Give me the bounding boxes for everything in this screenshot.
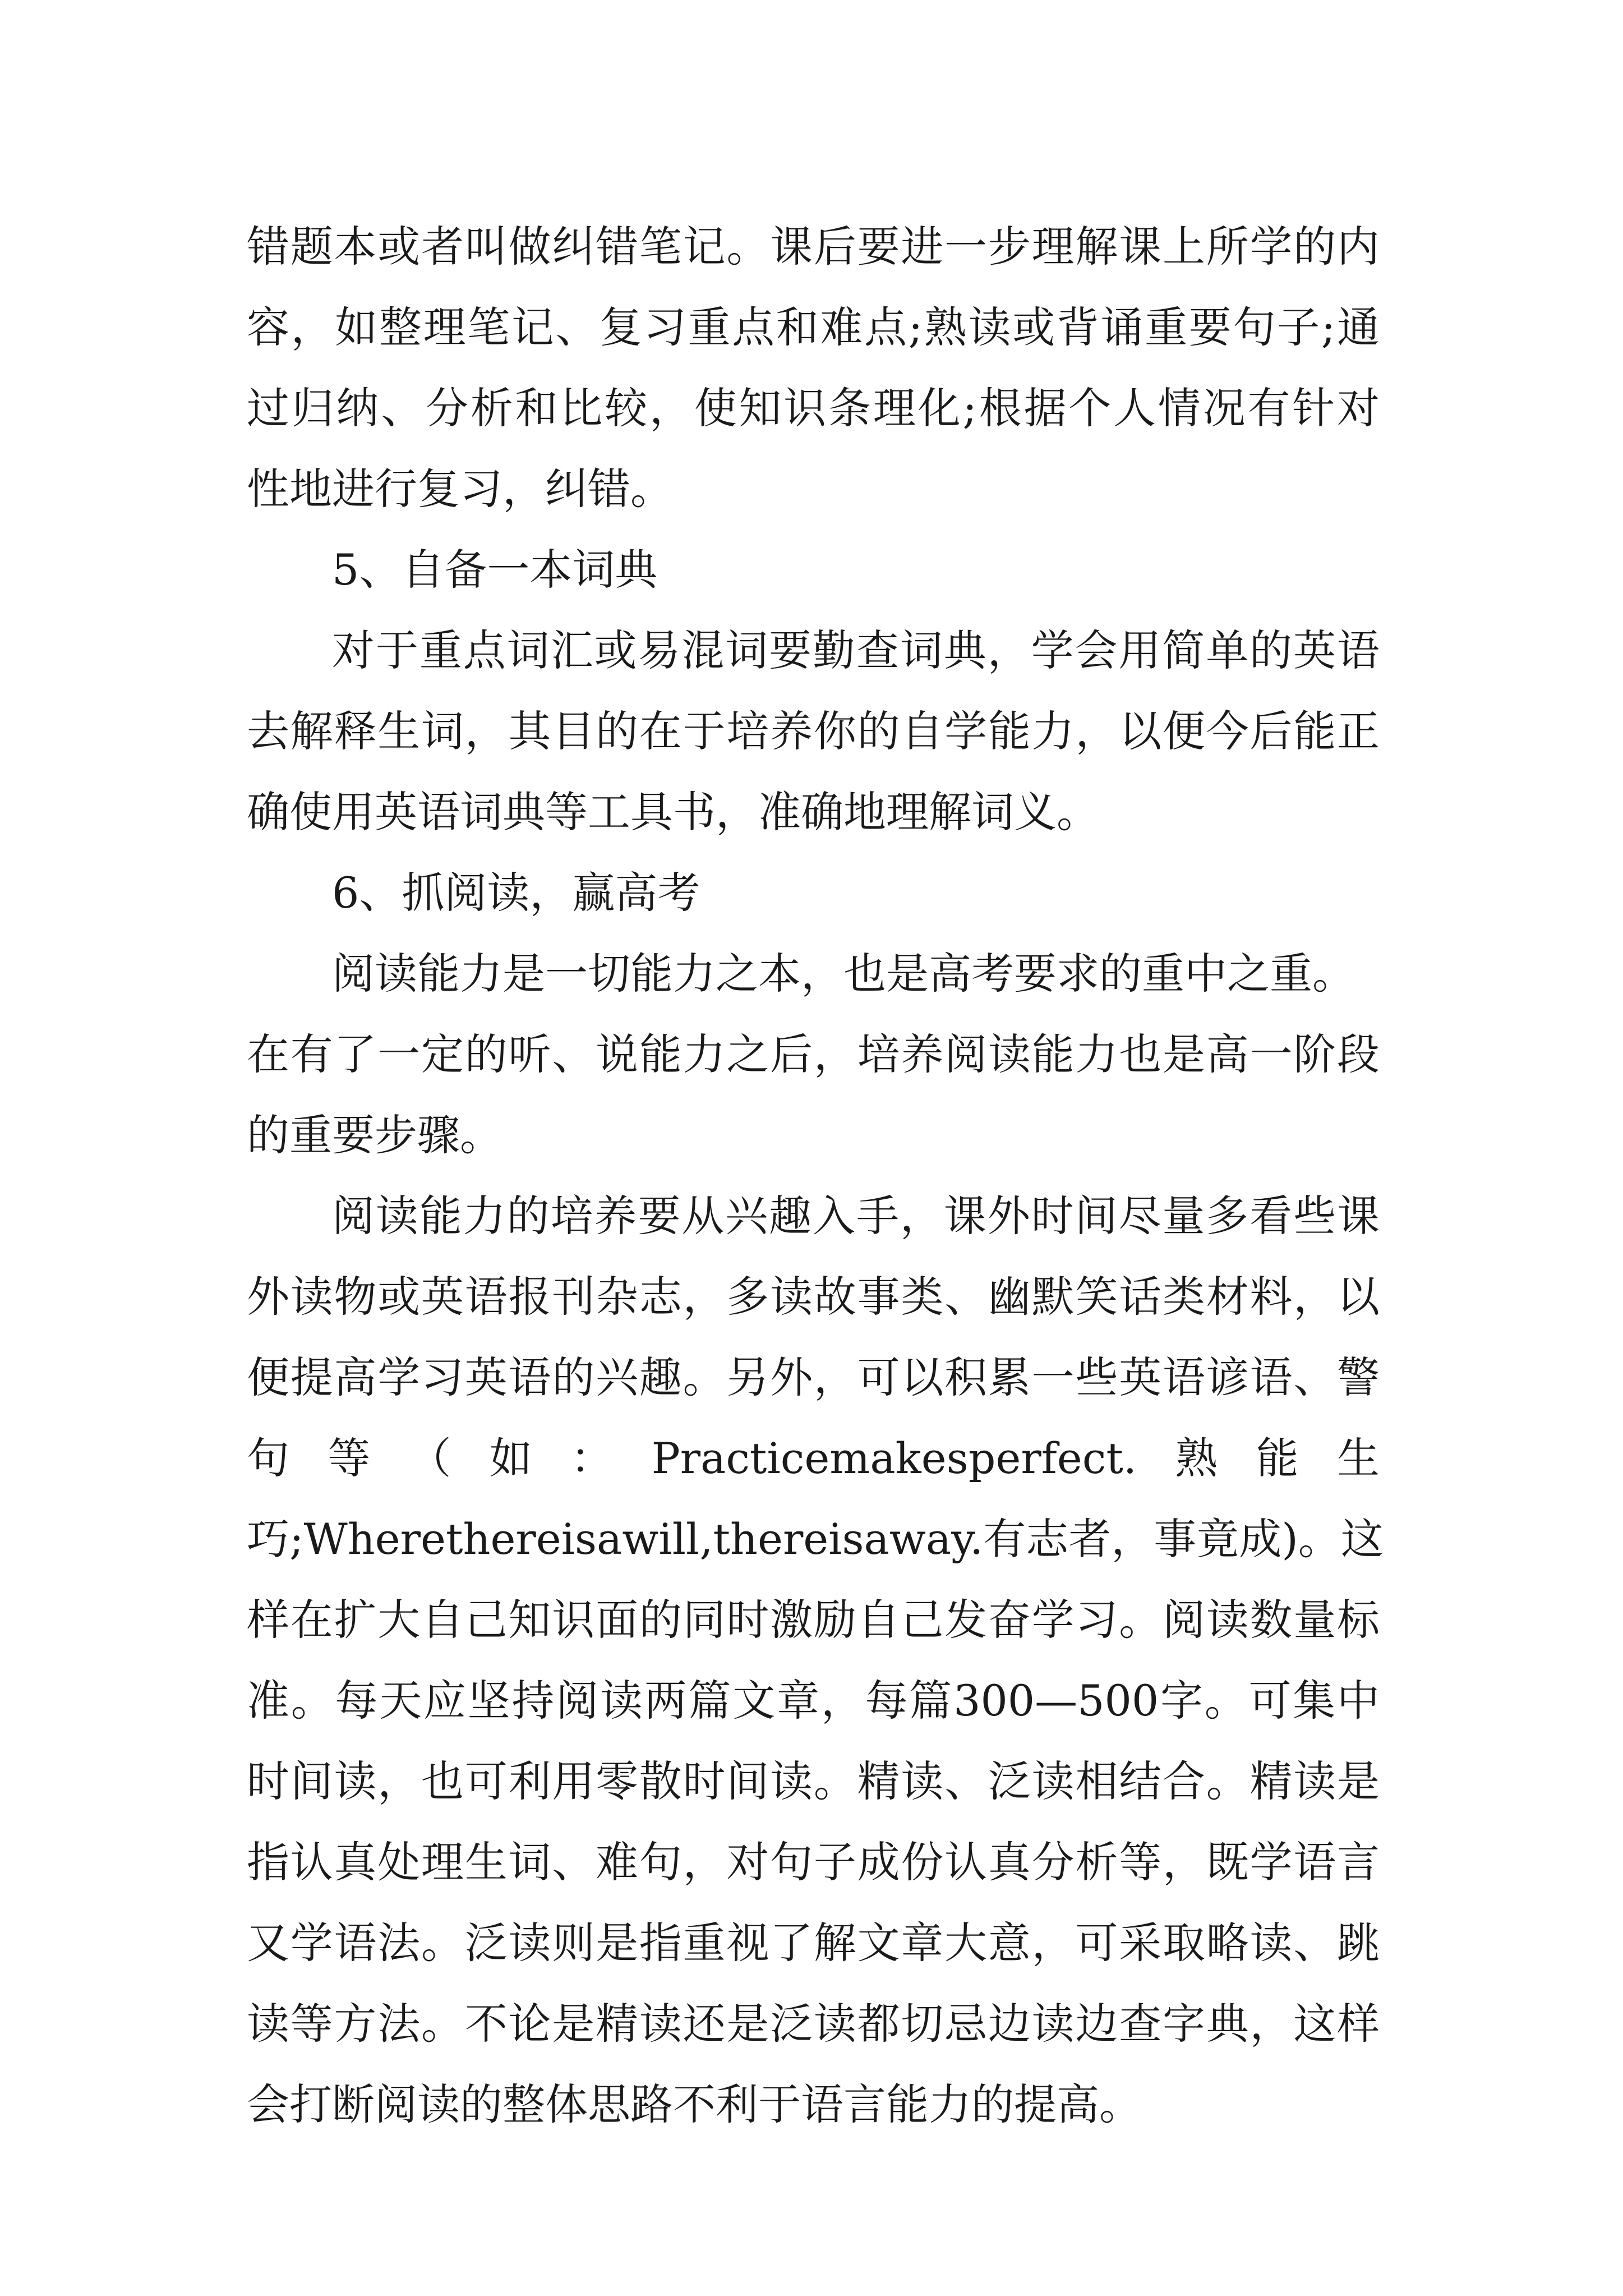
text-line: 错题本或者叫做纠错笔记。课后要进一步理解课上所学的内 — [247, 222, 1380, 272]
text-token: 如 — [489, 1433, 532, 1483]
text-token: 能 — [1256, 1433, 1299, 1483]
text-line: 容，如整理笔记、复习重点和难点;熟读或背诵重要句子;通 — [247, 302, 1380, 352]
text-token: Practicemakesperfect. — [651, 1433, 1137, 1483]
text-line: 时间读，也可利用零散时间读。精读、泛读相结合。精读是 — [247, 1756, 1380, 1806]
section-heading: 5、自备一本词典 — [332, 545, 658, 595]
text-line: 巧;Wherethereisawill,thereisaway.有志者，事竟成)。这 — [247, 1514, 1384, 1564]
text-line: 指认真处理生词、难句，对句子成份认真分析等，既学语言 — [247, 1837, 1380, 1887]
text-line: 阅读能力是一切能力之本，也是高考要求的重中之重。 — [332, 949, 1355, 999]
text-line-spread — [247, 1418, 1380, 1499]
text-line: 准。每天应坚持阅读两篇文章，每篇300—500字。可集中 — [247, 1676, 1380, 1726]
text-token: 生 — [1336, 1433, 1380, 1483]
text-line: 会打断阅读的整体思路不利于语言能力的提高。 — [247, 2079, 1142, 2129]
text-line: 确使用英语词典等工具书，准确地理解词义。 — [247, 787, 1099, 837]
text-token: （ — [408, 1433, 451, 1483]
text-line: 便提高学习英语的兴趣。另外，可以积累一些英语谚语、警 — [247, 1352, 1380, 1402]
text-line: 过归纳、分析和比较，使知识条理化;根据个人情况有针对 — [247, 383, 1380, 433]
text-token: ： — [570, 1433, 614, 1483]
text-line: 又学语法。泛读则是指重视了解文章大意，可采取略读、跳 — [247, 1918, 1380, 1968]
section-heading: 6、抓阅读，赢高考 — [332, 868, 700, 918]
text-line: 样在扩大自己知识面的同时激励自己发奋学习。阅读数量标 — [247, 1595, 1380, 1645]
text-line: 对于重点词汇或易混词要勤查词典，学会用简单的英语 — [332, 625, 1380, 675]
text-line: 去解释生词，其目的在于培养你的自学能力，以便今后能正 — [247, 706, 1380, 756]
text-line: 的重要步骤。 — [247, 1110, 502, 1160]
document-body — [247, 206, 1384, 2145]
text-line: 读等方法。不论是精读还是泛读都切忌边读边查字典，这样 — [247, 1999, 1380, 2049]
text-line: 性地进行复习，纠错。 — [247, 464, 673, 514]
text-line: 外读物或英语报刊杂志，多读故事类、幽默笑话类材料，以 — [247, 1272, 1380, 1322]
text-token: 等 — [328, 1433, 371, 1483]
text-line: 阅读能力的培养要从兴趣入手，课外时间尽量多看些课 — [332, 1191, 1380, 1241]
text-line: 在有了一定的听、说能力之后，培养阅读能力也是高一阶段 — [247, 1029, 1380, 1079]
text-token: 句 — [247, 1433, 289, 1483]
text-token: 熟 — [1175, 1433, 1218, 1483]
